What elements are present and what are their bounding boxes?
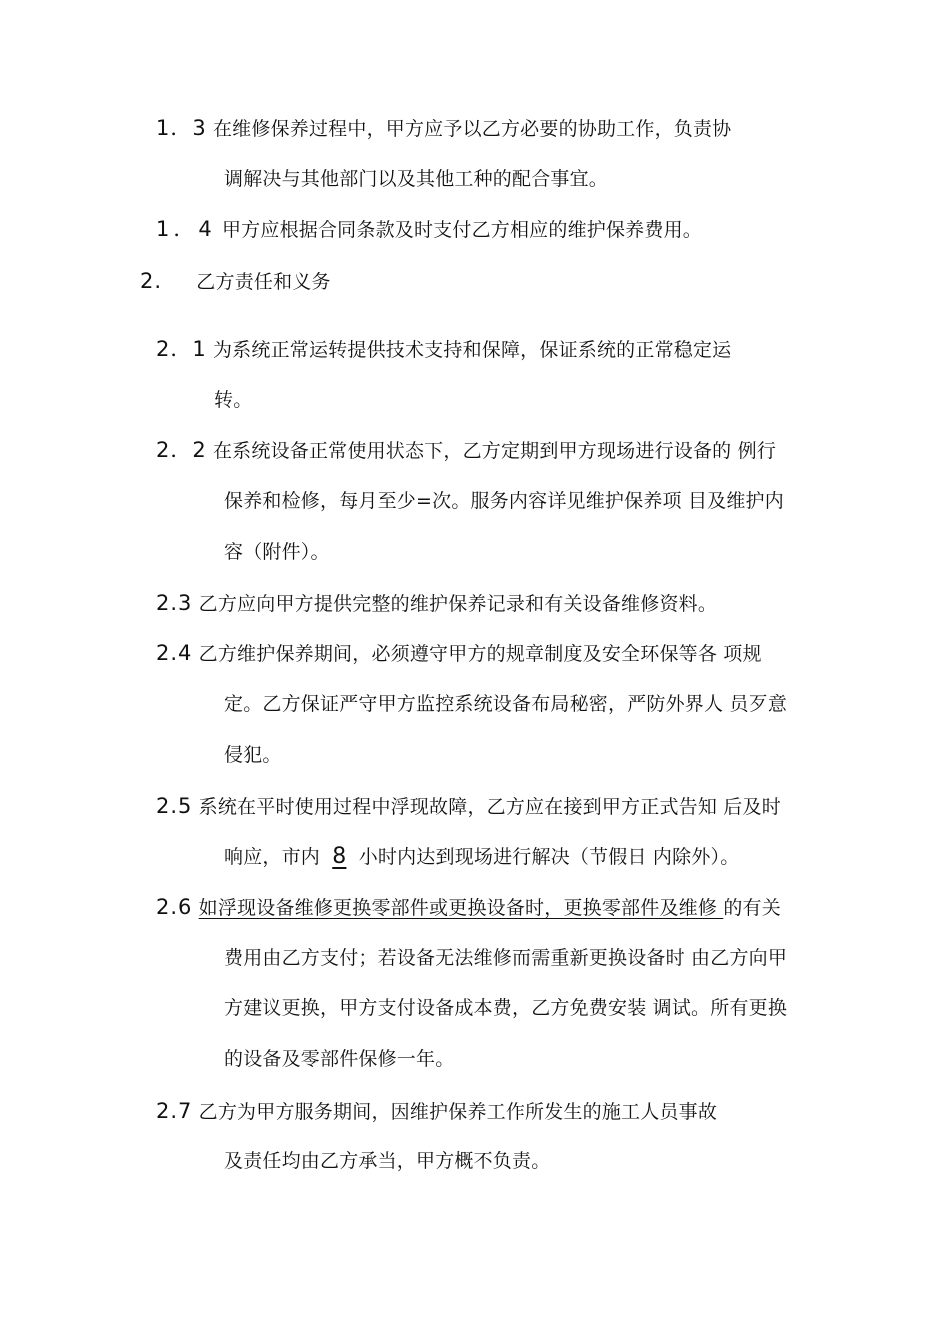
clause-number: 2.3 xyxy=(156,591,193,615)
clause-text: 为系统正常运转提供技术支持和保障，保证系统的正常稳定运 xyxy=(212,339,732,361)
clause-1-3 xyxy=(156,115,731,142)
clause-number: 1．3 xyxy=(156,116,207,140)
clause-text-part: 响应，市内 xyxy=(224,846,327,868)
clause-text: 乙方维护保养期间，必须遵守甲方的规章制度及安全环保等各 项规 xyxy=(198,643,762,665)
underlined-clause-text: 如浮现设备维修更换零部件或更换设备时，更换零部件及维修 xyxy=(198,897,724,919)
clause-2-4-continuation-2: 侵犯。 xyxy=(224,744,282,766)
section-2-heading xyxy=(140,268,331,295)
clause-1-4 xyxy=(156,216,702,243)
clause-2-2 xyxy=(156,437,776,464)
clause-text: 系统在平时使用过程中浮现故障，乙方应在接到甲方正式告知 后及时 xyxy=(198,796,781,818)
clause-number: 2.7 xyxy=(156,1099,193,1123)
clause-number: 2.4 xyxy=(156,641,193,665)
clause-2-6 xyxy=(156,894,781,921)
clause-text-part: 小时内达到现场进行解决（节假日 内除外）。 xyxy=(352,846,740,868)
clause-2-7-continuation: 及责任均由乙方承当，甲方概不负责。 xyxy=(224,1150,551,1172)
clause-2-1 xyxy=(156,336,731,363)
section-number: 2. xyxy=(140,269,163,293)
clause-number: 1．4 xyxy=(156,217,216,241)
clause-2-1-continuation: 转。 xyxy=(214,389,253,411)
clause-2-6-continuation-3: 的设备及零部件保修一年。 xyxy=(224,1048,455,1070)
clause-text: 乙方应向甲方提供完整的维护保养记录和有关设备维修资料。 xyxy=(198,593,718,615)
clause-2-6-continuation-1: 费用由乙方支付；若设备无法维修而需重新更换设备时 由乙方向甲 xyxy=(224,947,788,969)
clause-2-3 xyxy=(156,590,717,617)
clause-2-5 xyxy=(156,793,781,820)
clause-2-2-continuation-1: 保养和检修，每月至少=次。服务内容详见维护保养项 目及维护内 xyxy=(224,490,784,512)
clause-text: 乙方为甲方服务期间，因维护保养工作所发生的施工人员事故 xyxy=(198,1101,718,1123)
clause-text: 在维修保养过程中，甲方应予以乙方必要的协助工作，负责协 xyxy=(212,118,732,140)
hours-value: 8 xyxy=(332,844,347,869)
clause-number: 2.6 xyxy=(156,895,193,919)
clause-2-2-continuation-2: 容（附件）。 xyxy=(224,541,330,563)
clause-2-6-continuation-2: 方建议更换，甲方支付设备成本费，乙方免费安装 调试。所有更换 xyxy=(224,997,788,1019)
clause-number: 2．1 xyxy=(156,337,207,361)
clause-2-5-continuation xyxy=(224,844,739,870)
clause-text: 在系统设备正常使用状态下，乙方定期到甲方现场进行设备的 例行 xyxy=(212,440,777,462)
clause-2-4 xyxy=(156,640,762,667)
clause-1-3-continuation: 调解决与其他部门以及其他工种的配合事宜。 xyxy=(224,168,609,190)
section-title: 乙方责任和义务 xyxy=(196,271,331,293)
clause-2-7 xyxy=(156,1098,717,1125)
clause-text: 甲方应根据合同条款及时支付乙方相应的维护保养费用。 xyxy=(221,219,702,241)
clause-number: 2．2 xyxy=(156,438,207,462)
clause-text: 的有关 xyxy=(723,897,781,919)
clause-number: 2.5 xyxy=(156,794,193,818)
clause-2-4-continuation-1: 定。乙方保证严守甲方监控系统设备布局秘密，严防外界人 员歹意 xyxy=(224,693,788,715)
